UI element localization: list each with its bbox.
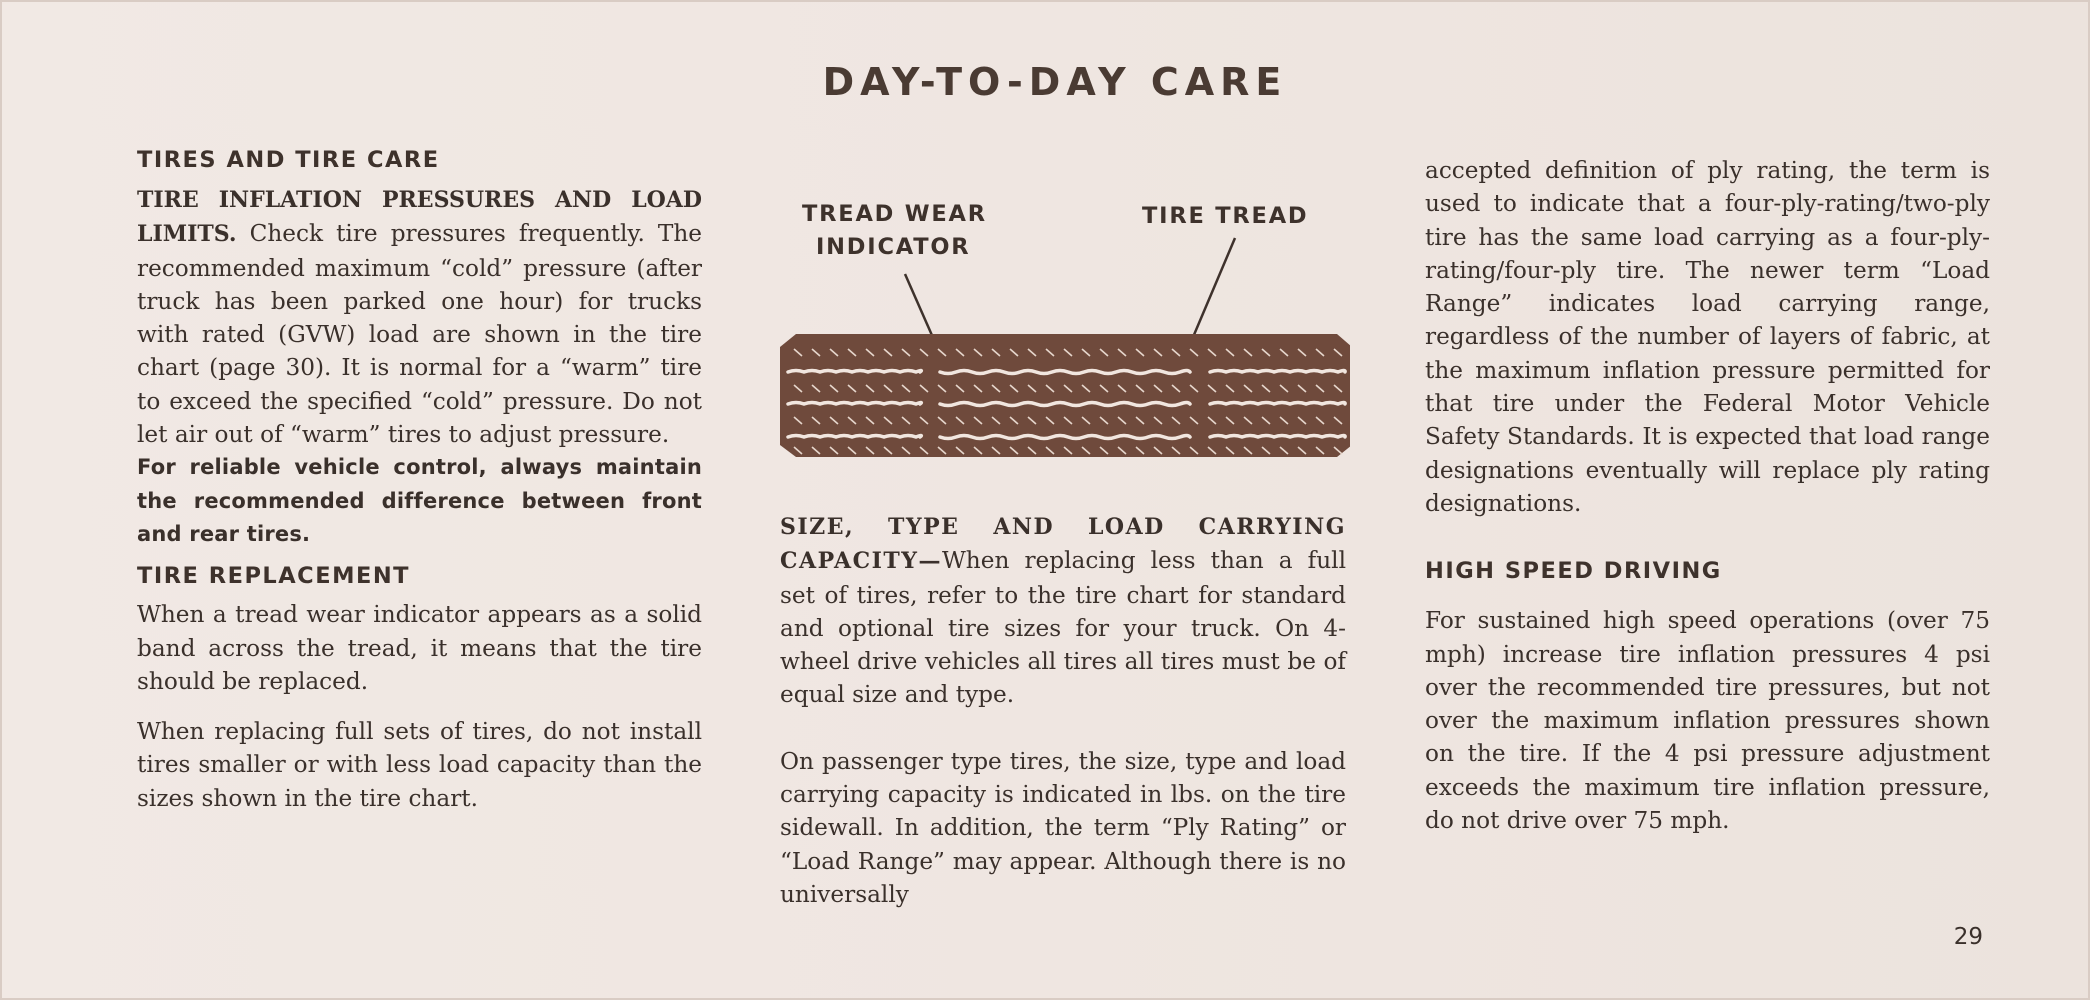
heading-tire-replacement: TIRE REPLACEMENT — [137, 563, 411, 590]
middle-column — [780, 510, 1346, 911]
page-number: 29 — [1953, 924, 1983, 950]
paragraph-size-type-load — [780, 510, 1346, 712]
tread-groove — [1210, 403, 1345, 405]
inflation-text: Check tire pressures frequently. The recommended maximum “cold” pressure (after truck has been parked one hour) for trucks with rated (GVW) load are shown in the tire chart (page 30). It is normal for a “warm” tire to exceed the specified “cold” pressure. Do not let air out of “warm” tires to adjust pressure. — [137, 220, 702, 449]
paragraph-reliable-control: For reliable vehicle control, always maintain the recommended difference between front and rear tires. — [137, 455, 702, 546]
paragraph-inflation-pressures — [137, 183, 702, 451]
size-text: When replacing less than a full set of tires, refer to the tire chart for standard and optional tire sizes for your truck. On 4-wheel drive vehicles all tires all tires must be of equal size and type. — [780, 547, 1346, 709]
inflation-lead: TIRE INFLATION PRESSURES AND LOAD LIMITS. — [137, 187, 702, 248]
paragraph-high-speed: For sustained high speed operations (over 75 mph) increase tire inflation pressures 4 psi over the recommended tire pressures, but not over the maximum inflation pressures shown on the tire. If the 4 psi pressure adjustment exceeds the maximum tire inflation pressure, do not drive over 75 mph. — [1425, 607, 1990, 835]
paragraph-passenger-tires: On passenger type tires, the size, type and load carrying capacity is indicated in lbs. on the tire sidewall. In addition, the term “Ply Rating” or “Load Range” may appear. Although there is no universally — [780, 747, 1346, 908]
right-column — [1425, 154, 1990, 837]
tread-leader-line — [1188, 238, 1235, 349]
page-title: DAY-TO-DAY CARE — [822, 60, 1288, 104]
tire-tread-graphic — [780, 194, 1350, 474]
left-column — [137, 147, 702, 815]
tread-groove — [788, 371, 921, 373]
tread-groove — [1210, 371, 1345, 373]
heading-tires-and-tire-care: TIRES AND TIRE CARE — [137, 147, 440, 173]
label-indicator: INDICATOR — [816, 234, 971, 260]
tread-wear-diagram — [780, 194, 1350, 474]
paragraph-ply-rating: accepted definition of ply rating, the term is used to indicate that a four-ply-rating/two-ply tire has the same load carrying as a four-ply-rating/four-ply tire. The newer term “Load Range” indicates load carrying range, regardless of the number of layers of fabric, at the maximum inflation pressure permitted for that tire under the Federal Motor Vehicle Safety Standards. It is expected that load range designations eventually will replace ply rating designations. — [1425, 157, 1990, 517]
size-lead: SIZE, TYPE AND LOAD CARRYING CAPACITY— — [780, 514, 1346, 575]
tread-groove — [1210, 436, 1345, 438]
label-tire-tread: TIRE TREAD — [1142, 203, 1309, 229]
heading-high-speed-driving: HIGH SPEED DRIVING — [1425, 558, 1722, 585]
tread-groove — [788, 403, 921, 405]
tread-band — [780, 334, 1350, 457]
label-tread-wear: TREAD WEAR — [802, 201, 987, 227]
paragraph-tread-wear: When a tread wear indicator appears as a solid band across the tread, it means that the tire should be replaced. — [137, 601, 702, 695]
tread-groove — [788, 436, 921, 438]
paragraph-full-sets: When replacing full sets of tires, do not install tires smaller or with less load capacity than the sizes shown in the tire chart. — [137, 718, 702, 812]
